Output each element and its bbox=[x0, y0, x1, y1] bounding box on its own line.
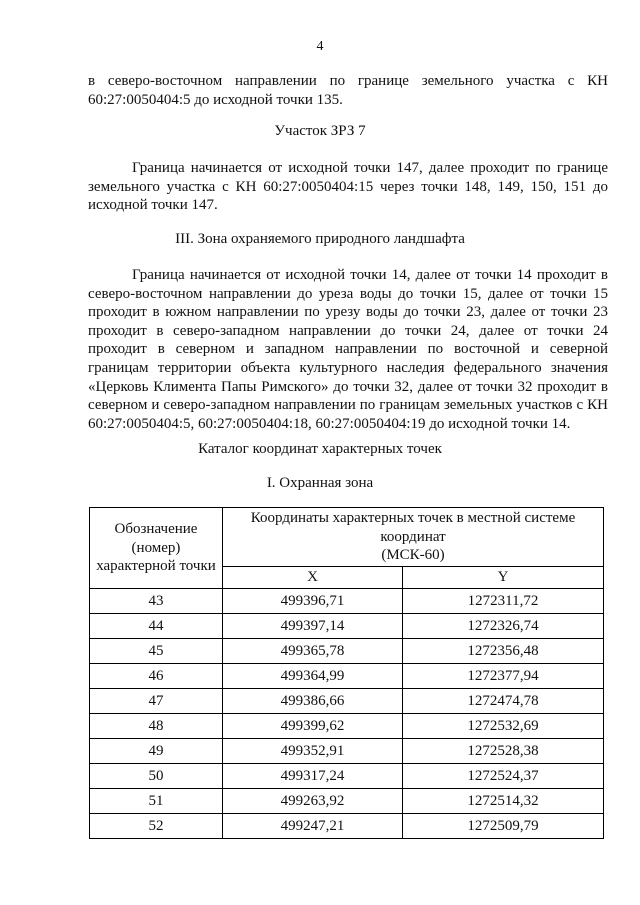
table-row bbox=[90, 589, 604, 614]
coord-x: 499317,24 bbox=[223, 764, 403, 789]
table-row bbox=[90, 739, 604, 764]
coord-y: 1272524,37 bbox=[403, 764, 604, 789]
table-row bbox=[90, 789, 604, 814]
coord-y: 1272326,74 bbox=[403, 614, 604, 639]
header-coords-cell bbox=[223, 508, 604, 567]
section-zrz7-title: Участок ЗРЗ 7 bbox=[274, 123, 366, 139]
point-number: 45 bbox=[90, 639, 223, 664]
coord-x: 499396,71 bbox=[223, 589, 403, 614]
header-y: Y bbox=[403, 567, 604, 589]
header-x: X bbox=[223, 567, 403, 589]
coordinates-table bbox=[89, 507, 604, 839]
coord-y: 1272509,79 bbox=[403, 814, 604, 839]
table-row bbox=[90, 689, 604, 714]
coord-y: 1272528,38 bbox=[403, 739, 604, 764]
coord-y: 1272377,94 bbox=[403, 664, 604, 689]
coord-x: 499386,66 bbox=[223, 689, 403, 714]
coord-x: 499352,91 bbox=[223, 739, 403, 764]
coord-x: 499397,14 bbox=[223, 614, 403, 639]
coord-x: 499247,21 bbox=[223, 814, 403, 839]
coord-x: 499399,62 bbox=[223, 714, 403, 739]
point-number: 43 bbox=[90, 589, 223, 614]
section-landscape-paragraph: Граница начинается от исходной точки 14, далее от точки 14 проходит в северо-восточном направлении до уреза воды до точки 15, далее от точки 15 проходит в южном направлении по урезу воды до точки 23, далее от точки 23 проходит в северо-западном направлении до точки 24, далее от точки 24 проходит в северном и западном направлении по восточной и северной границам территории объекта культурного наследия федерального значения «Церковь Климента Папы Римского» до точки 32, далее от точки 32 проходит в северном и северо-западном направлении по границам земельных участков с КН 60:27:0050404:5, 60:27:0050404:18, 60:27:0050404:19 до исходной точки 14. bbox=[88, 267, 608, 432]
header-coords-line: (МСК-60) bbox=[381, 547, 445, 564]
coord-y: 1272532,69 bbox=[403, 714, 604, 739]
point-number: 51 bbox=[90, 789, 223, 814]
header-point-line: характерной точки bbox=[96, 558, 216, 575]
section-zrz7-paragraph: Граница начинается от исходной точки 147, далее проходит по границе земельного участка с КН 60:27:0050404:15 через точки 148, 149, 150, 151 до исходной точки 147. bbox=[88, 160, 608, 214]
header-coords-line: Координаты характерных точек в местной системе bbox=[250, 510, 576, 527]
catalog-title: Каталог координат характерных точек bbox=[198, 441, 442, 457]
table-row bbox=[90, 639, 604, 664]
table-row bbox=[90, 814, 604, 839]
point-number: 50 bbox=[90, 764, 223, 789]
table-row bbox=[90, 664, 604, 689]
point-number: 47 bbox=[90, 689, 223, 714]
table-row bbox=[90, 764, 604, 789]
header-point-line: Обозначение bbox=[114, 521, 198, 538]
zone-title: I. Охранная зона bbox=[266, 475, 374, 491]
header-coords-line: координат bbox=[380, 528, 446, 545]
point-number: 46 bbox=[90, 664, 223, 689]
section-landscape-title: III. Зона охраняемого природного ландшафта bbox=[175, 231, 465, 247]
coord-x: 499365,78 bbox=[223, 639, 403, 664]
coord-y: 1272474,78 bbox=[403, 689, 604, 714]
coord-y: 1272356,48 bbox=[403, 639, 604, 664]
coord-y: 1272311,72 bbox=[403, 589, 604, 614]
table-row bbox=[90, 714, 604, 739]
header-point-line: (номер) bbox=[131, 539, 181, 556]
coord-x: 499263,92 bbox=[223, 789, 403, 814]
coord-x: 499364,99 bbox=[223, 664, 403, 689]
coord-y: 1272514,32 bbox=[403, 789, 604, 814]
header-point-cell bbox=[90, 508, 223, 589]
point-number: 44 bbox=[90, 614, 223, 639]
table-row bbox=[90, 614, 604, 639]
point-number: 52 bbox=[90, 814, 223, 839]
point-number: 49 bbox=[90, 739, 223, 764]
intro-paragraph: в северо-восточном направлении по границе земельного участка с КН 60:27:0050404:5 до исходной точки 135. bbox=[88, 73, 608, 108]
page-number: 4 bbox=[316, 39, 324, 54]
point-number: 48 bbox=[90, 714, 223, 739]
